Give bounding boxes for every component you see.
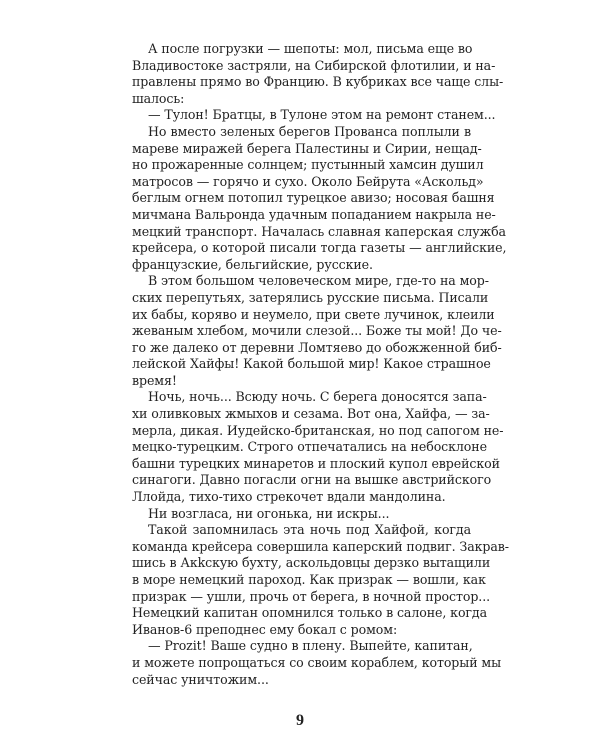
text-line: го же далеко от деревни Ломтяево до обожженной биб- <box>132 339 502 355</box>
text-line: матросов — горячо и сухо. Около Бейрута «Аскольд» <box>132 173 484 189</box>
text-line: Но вместо зеленых берегов Прованса поплыли в <box>148 123 471 139</box>
text-line: мичмана Вальронда удачным попаданием накрыла не- <box>132 206 496 222</box>
text-line: Владивостоке застряли, на Сибирской флотилии, и на- <box>132 57 496 73</box>
page-number: 9 <box>296 712 304 729</box>
text-line: ских перепутьях, затерялись русские письма. Писали <box>132 289 489 305</box>
text-line: призрак — ушли, прочь от берега, в ночной простор... <box>132 588 490 604</box>
text-line: их бабы, коряво и неумело, при свете лучинок, клеили <box>132 306 495 322</box>
text-line: крейсера, о которой писали тогда газеты — английские, <box>132 240 507 256</box>
text-line: мецко-турецким. Строго отпечатались на небосклоне <box>132 439 487 455</box>
text-line: хи оливковых жмыхов и сезама. Вот она, Хайфа, — за- <box>132 406 490 422</box>
text-line: А после погрузки — шепоты: мол, письма еще во <box>148 41 473 56</box>
text-line: Ллойда, тихо-тихо стрекочет вдали мандолина. <box>132 489 446 505</box>
text-line: сейчас уничтожим... <box>132 671 269 687</box>
text-line: жеваным хлебом, мочили слезой... Боже ты мой! До че- <box>132 323 502 339</box>
text-line: шалось: <box>132 90 185 106</box>
text-line: французские, бельгийские, русские. <box>132 256 373 272</box>
text-line: в море немецкий пароход. Как призрак — вошли, как <box>132 572 486 587</box>
text-line: мерла, дикая. Иудейско-британская, но под сапогом не- <box>132 422 504 438</box>
text-line: — Prozit! Ваше судно в плену. Выпейте, капитан, <box>148 638 473 654</box>
text-line: Ночь, ночь... Всюду ночь. С берега доносятся запа- <box>148 389 487 405</box>
text-line: но прожаренные солнцем; пустынный хамсин душил <box>132 157 484 173</box>
text-line: лейской Хайфы! Какой большой мир! Какое страшное <box>132 356 491 372</box>
text-line: мареве миражей берега Палестины и Сирии, нещад- <box>132 140 482 156</box>
text-line: команда крейсера совершила каперский подвиг. Закрав- <box>132 538 509 554</box>
text-line: беглым огнем потопил турецкое авизо; носовая башня <box>132 190 495 206</box>
text-line: В этом большом человеческом мире, где-то на мор- <box>148 273 489 289</box>
text-line: синагоги. Давно погасли огни на вышке австрийского <box>132 472 492 488</box>
text-line: время! <box>132 372 177 388</box>
text-line: — Тулон! Братцы, в Тулоне этом на ремонт станем... <box>148 107 496 123</box>
text-line: мецкий транспорт. Началась славная каперская служба <box>132 223 506 239</box>
text-line: правлены прямо во Францию. В кубриках все чаще слы- <box>132 74 504 90</box>
page-body-text <box>132 41 509 688</box>
text-line: Такой запомнилась эта ночь под Хайфой, когда <box>148 522 471 538</box>
text-line: Немецкий капитан опомнился только в салоне, когда <box>132 605 487 621</box>
text-line: Иванов-6 преподнес ему бокал с ромом: <box>132 621 398 637</box>
text-line: шись в Акkскую бухту, аскольдовцы дерзко вытащили <box>132 555 491 571</box>
text-line: башни турецких минаретов и плоский купол еврейской <box>132 455 500 471</box>
text-line: и можете попрощаться со своим кораблем, который мы <box>132 654 502 670</box>
text-line: Ни возгласа, ни огонька, ни искры... <box>148 505 390 521</box>
